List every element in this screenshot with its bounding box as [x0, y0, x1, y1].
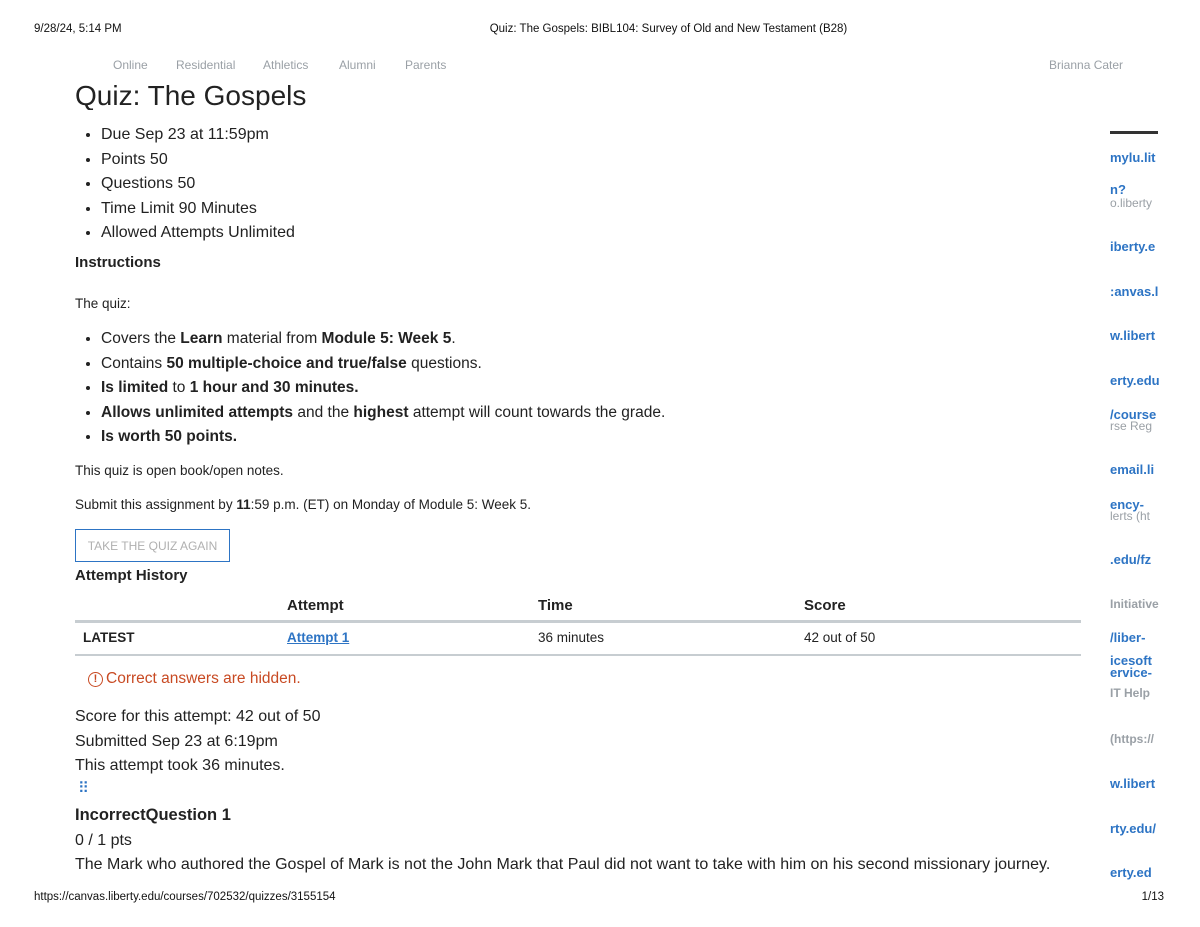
text-bold: 1 hour and 30 minutes.: [189, 379, 359, 396]
side-link[interactable]: .edu/fz: [1110, 552, 1152, 567]
side-link[interactable]: rty.edu/: [1110, 821, 1156, 836]
attempt-time: 36 minutes: [538, 630, 605, 645]
text: Submit this assignment by: [75, 497, 237, 512]
question-text: The Mark who authored the Gospel of Mark is not the John Mark that Paul did not want to take with him on his second missionary journey.: [75, 856, 1051, 873]
drag-handle-icon[interactable]: ⠿: [78, 780, 88, 797]
print-datetime: 9/28/24, 5:14 PM: [34, 23, 122, 35]
instructions-intro: The quiz:: [75, 296, 131, 311]
nav-alumni[interactable]: Alumni: [339, 58, 376, 72]
side-link-subtext: (https://: [1110, 732, 1154, 746]
side-divider: [1110, 131, 1158, 134]
text-bold: highest: [353, 403, 409, 421]
submit-note: [75, 497, 531, 512]
table-header: [75, 590, 1081, 623]
print-page-number: 1/13: [1141, 891, 1164, 903]
side-link-subtext: o.liberty: [1110, 196, 1153, 210]
col-time: Time: [538, 597, 573, 614]
quiz-details: [75, 123, 295, 246]
question-title: [75, 806, 231, 825]
col-attempt: Attempt: [287, 597, 344, 614]
side-link-subtext: rse Reg: [1110, 419, 1153, 433]
duration-line: This attempt took 36 minutes.: [75, 757, 285, 774]
side-links: [1110, 0, 1160, 900]
text: Covers the: [101, 330, 181, 347]
hidden-notice-text: Correct answers are hidden.: [106, 670, 301, 687]
attempt-score: 42 out of 50: [804, 630, 876, 645]
score-line: Score for this attempt: 42 out of 50: [75, 708, 321, 725]
open-book-note: This quiz is open book/open notes.: [75, 463, 284, 478]
nav-parents[interactable]: Parents: [405, 58, 447, 72]
attempt-1-link[interactable]: Attempt 1: [287, 630, 350, 645]
detail-points: • Points 50: [101, 148, 295, 173]
text: .: [451, 330, 456, 347]
detail-attempts: • Allowed Attempts Unlimited: [101, 221, 295, 246]
alert-icon: !: [88, 672, 103, 687]
instruction-item: [101, 401, 665, 426]
side-link[interactable]: ency-: [1110, 497, 1144, 512]
nav-online[interactable]: Online: [113, 58, 148, 72]
nav-residential[interactable]: Residential: [176, 58, 236, 72]
text: :59 p.m. (ET) on Monday of Module 5: Week 5.: [250, 497, 531, 512]
instruction-item: [101, 352, 665, 377]
detail-due: • Due Sep 23 at 11:59pm: [101, 123, 295, 148]
side-link[interactable]: ervice-: [1110, 665, 1152, 680]
detail-questions: • Questions 50: [101, 172, 295, 197]
user-name[interactable]: Brianna Cater: [1049, 58, 1124, 72]
text: and the: [293, 403, 354, 421]
detail-time-limit: • Time Limit 90 Minutes: [101, 197, 295, 222]
text: material from: [222, 330, 322, 347]
side-link[interactable]: iberty.e: [1110, 239, 1156, 254]
text-bold: 50 multiple-choice and true/false: [166, 354, 407, 372]
side-link-subtext: Initiative: [1110, 597, 1159, 611]
text-bold: Module 5: Week 5: [321, 330, 452, 347]
text: Contains: [101, 354, 167, 372]
instructions-list: [75, 327, 665, 450]
side-link-subtext: lerts (ht: [1110, 509, 1151, 523]
text-bold: Is limited: [101, 379, 169, 396]
text: to: [168, 379, 190, 396]
side-link[interactable]: w.libert: [1110, 328, 1156, 343]
print-url: https://canvas.liberty.edu/courses/702532/quizzes/3155154: [34, 891, 336, 903]
attempt-history-title: Attempt History: [75, 567, 188, 584]
text-bold: 11: [236, 497, 251, 512]
text-bold: Learn: [180, 330, 223, 347]
side-link[interactable]: mylu.lit: [1110, 150, 1156, 165]
question-label: Question 1: [145, 806, 231, 824]
side-link[interactable]: n?: [1110, 182, 1126, 197]
side-link[interactable]: icesoft: [1110, 653, 1152, 668]
instructions-heading: Instructions: [75, 254, 161, 271]
side-link[interactable]: :anvas.l: [1110, 284, 1159, 299]
col-score: Score: [804, 597, 846, 614]
take-quiz-again-button[interactable]: TAKE THE QUIZ AGAIN: [75, 529, 230, 562]
latest-label: LATEST: [83, 630, 135, 645]
side-link[interactable]: /liber-: [1110, 630, 1146, 645]
side-link[interactable]: w.libert: [1110, 776, 1156, 791]
side-link[interactable]: erty.edu: [1110, 373, 1160, 388]
side-link[interactable]: erty.ed: [1110, 865, 1152, 880]
instruction-item: [101, 327, 665, 352]
submitted-line: Submitted Sep 23 at 6:19pm: [75, 733, 278, 750]
instruction-item: [101, 425, 665, 450]
table-row: [75, 623, 1081, 656]
text-bold: Allows unlimited attempts: [101, 403, 294, 421]
side-link[interactable]: email.li: [1110, 462, 1155, 477]
text: questions.: [406, 354, 482, 372]
side-link-subtext: IT Help: [1110, 686, 1151, 700]
answers-hidden-notice: [88, 670, 301, 688]
question-status: Incorrect: [75, 806, 146, 824]
text: attempt will count towards the grade.: [408, 403, 666, 421]
nav-athletics[interactable]: Athletics: [263, 58, 309, 72]
page-title: Quiz: The Gospels: [75, 80, 307, 110]
print-page-title: Quiz: The Gospels: BIBL104: Survey of Old and New Testament (B28): [489, 23, 848, 35]
question-points: 0 / 1 pts: [75, 832, 132, 849]
instruction-item: [101, 376, 665, 401]
text-bold: Is worth 50 points.: [101, 428, 238, 445]
side-link[interactable]: /course: [1110, 407, 1157, 422]
